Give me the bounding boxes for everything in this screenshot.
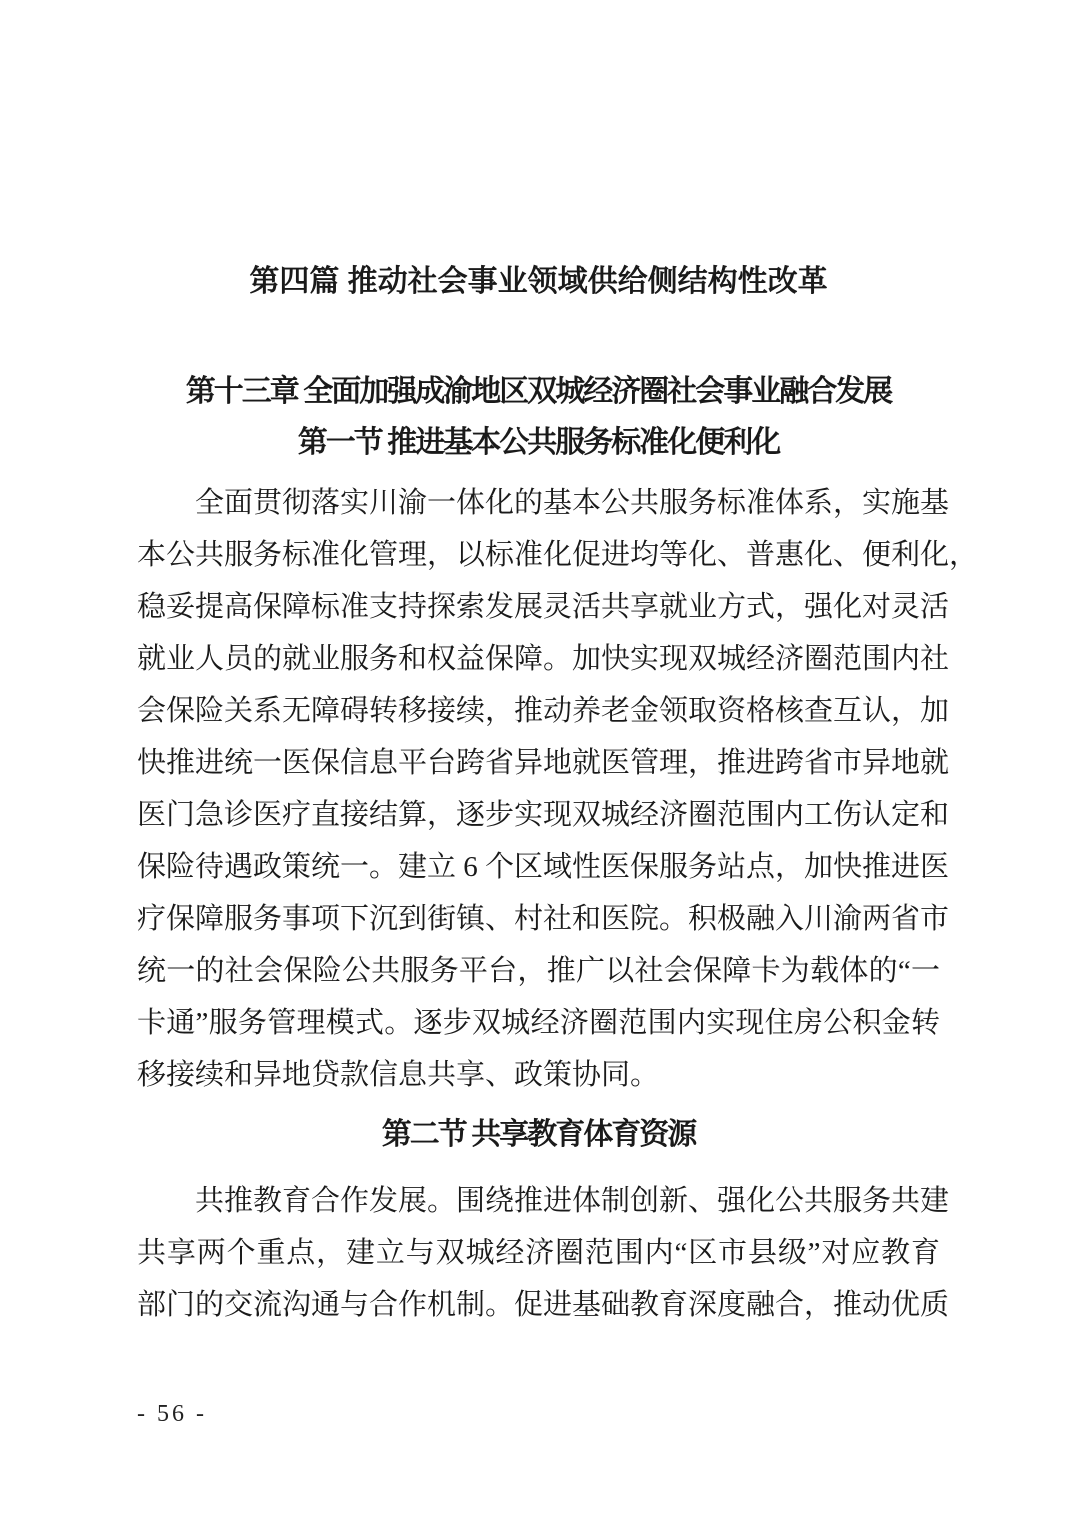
body-line: 卡通”服务管理模式。逐步双城经济圈范围内实现住房公积金转 [137,1007,940,1039]
body-line: 共推教育合作发展。围绕推进体制创新、强化公共服务共建 [195,1185,950,1217]
paragraph-2 [137,1175,950,1331]
body-line: 移接续和异地贷款信息共享、政策协同。 [137,1059,660,1091]
paragraph-1 [137,477,979,1101]
body-line: 保险待遇政策统一。建立 6 个区域性医保服务站点，加快推进医 [137,851,950,883]
body-line: 就业人员的就业服务和权益保障。加快实现双城经济圈范围内社 [137,643,950,675]
section-1-title: 第一节 推进基本公共服务标准化便利化 [297,426,780,459]
body-line: 快推进统一医保信息平台跨省异地就医管理，推进跨省市异地就 [137,747,950,779]
body-line: 全面贯彻落实川渝一体化的基本公共服务标准体系，实施基 [195,487,950,519]
page-number: - 56 - [137,1401,207,1427]
section-2-title: 第二节 共享教育体育资源 [381,1118,696,1151]
body-line: 部门的交流沟通与合作机制。促进基础教育深度融合，推动优质 [137,1289,950,1321]
body-line: 统一的社会保险公共服务平台，推广以社会保障卡为载体的“一 [137,955,940,987]
body-line: 稳妥提高保障标准支持探索发展灵活共享就业方式，强化对灵活 [137,591,950,623]
body-line: 会保险关系无障碍转移接续，推动养老金领取资格核查互认，加 [137,695,950,727]
chapter-title: 第十三章 全面加强成渝地区双城经济圈社会事业融合发展 [185,375,892,408]
body-line: 共享两个重点，建立与双城经济圈范围内“区市县级”对应教育 [137,1237,940,1269]
body-line: 疗保障服务事项下沉到街镇、村社和医院。积极融入川渝两省市 [137,903,950,935]
part-title: 第四篇 推动社会事业领域供给侧结构性改革 [249,265,828,298]
body-line: 医门急诊医疗直接结算，逐步实现双城经济圈范围内工伤认定和 [137,799,950,831]
body-line: 本公共服务标准化管理，以标准化促进均等化、普惠化、便利化， [137,539,979,571]
